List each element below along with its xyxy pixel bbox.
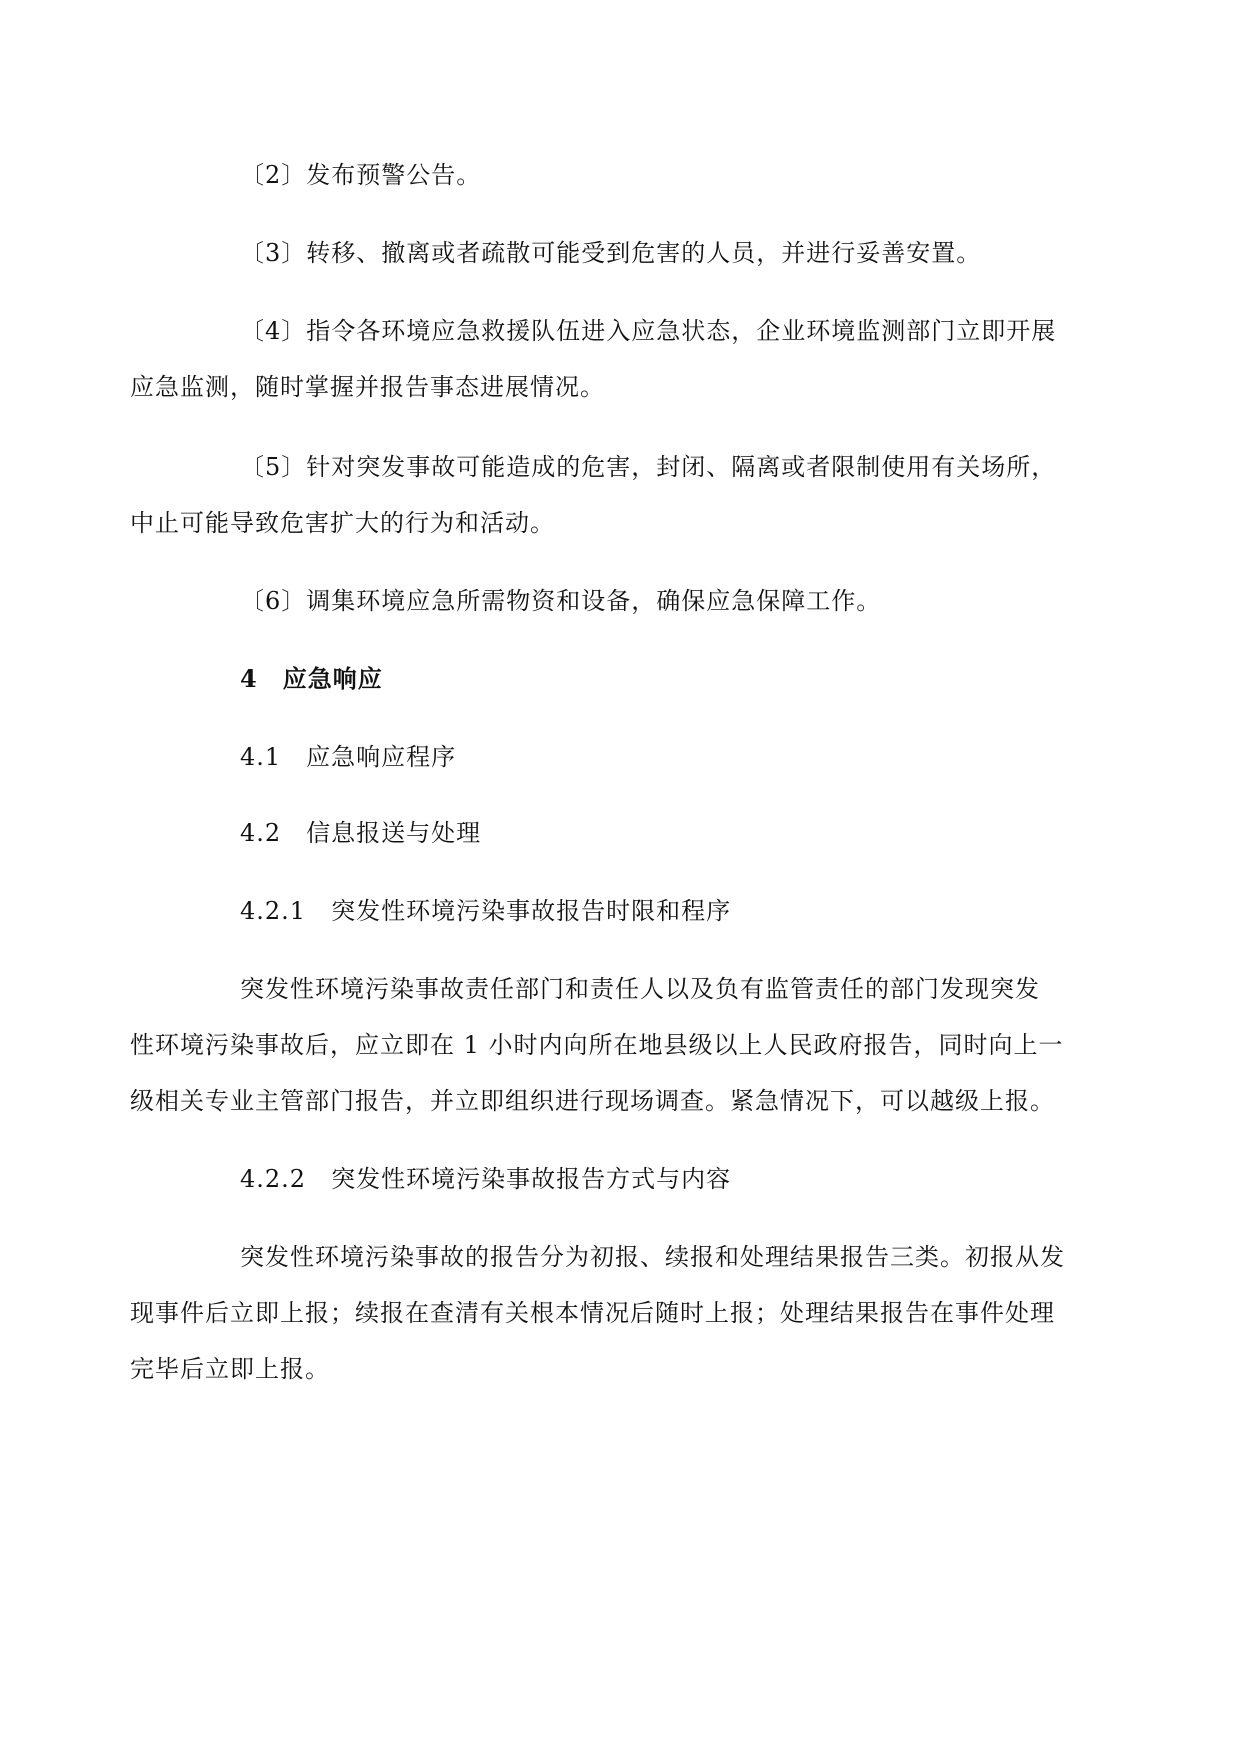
list-item-4-line-1: 〔4〕指令各环境应急救援队伍进入应急状态，企业环境监测部门立即开展: [240, 317, 1057, 345]
paragraph-4-2-1-line-3: 级相关专业主管部门报告，并立即组织进行现场调查。紧急情况下，可以越级上报。: [130, 1087, 1055, 1115]
section-heading-4-2: 4.2 信息报送与处理: [240, 819, 482, 847]
paragraph-4-2-2-line-2: 现事件后立即上报；续报在查清有关根本情况后随时上报；处理结果报告在事件处理: [130, 1299, 1055, 1327]
paragraph-4-2-2-line-3: 完毕后立即上报。: [130, 1355, 330, 1383]
section-heading-4-2-2: 4.2.2 突发性环境污染事故报告方式与内容: [240, 1165, 732, 1193]
section-heading-4-1: 4.1 应急响应程序: [240, 743, 457, 771]
list-item-4-line-2: 应急监测，随时掌握并报告事态进展情况。: [130, 373, 605, 401]
list-item-6: 〔6〕调集环境应急所需物资和设备，确保应急保障工作。: [240, 587, 882, 615]
list-item-5-line-2: 中止可能导致危害扩大的行为和活动。: [130, 509, 555, 537]
paragraph-4-2-1-line-1: 突发性环境污染事故责任部门和责任人以及负有监管责任的部门发现突发: [240, 975, 1040, 1003]
paragraph-4-2-2-line-1: 突发性环境污染事故的报告分为初报、续报和处理结果报告三类。初报从发: [240, 1243, 1065, 1271]
paragraph-4-2-1-line-2: 性环境污染事故后，应立即在 1 小时内向所在地县级以上人民政府报告，同时向上一: [130, 1031, 1064, 1059]
list-item-2: 〔2〕发布预警公告。: [240, 161, 482, 189]
section-heading-4: 4 应急响应: [240, 664, 383, 693]
list-item-5-line-1: 〔5〕针对突发事故可能造成的危害，封闭、隔离或者限制使用有关场所，: [240, 453, 1057, 481]
section-heading-4-2-1: 4.2.1 突发性环境污染事故报告时限和程序: [240, 897, 732, 925]
list-item-3: 〔3〕转移、撤离或者疏散可能受到危害的人员，并进行妥善安置。: [240, 239, 982, 267]
